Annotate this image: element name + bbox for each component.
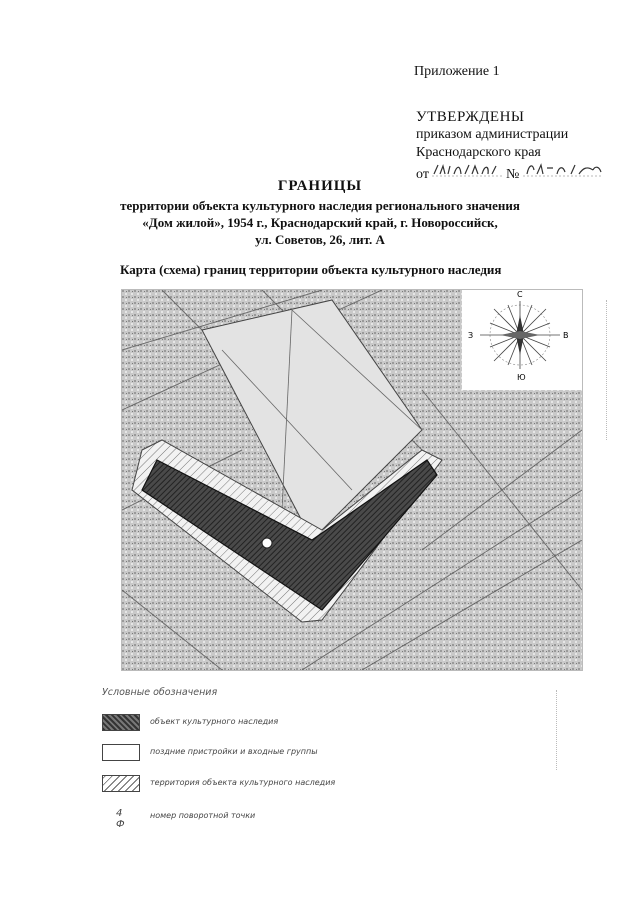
subtitle-line-1: территории объекта культурного наследия регионального значения bbox=[120, 198, 520, 213]
order-line-2: Краснодарского края bbox=[416, 145, 541, 160]
map-caption: Карта (схема) границ территории объекта культурного наследия bbox=[120, 262, 502, 277]
approval-block bbox=[416, 108, 603, 184]
document-heading: ГРАНИЦЫ bbox=[277, 178, 363, 194]
legend-label: объект культурного наследия bbox=[150, 717, 279, 726]
compass-west: З bbox=[468, 331, 474, 340]
compass-south: Ю bbox=[517, 373, 526, 382]
legend-label: территория объекта культурного наследия bbox=[150, 778, 336, 787]
point-marker: 4 Ф bbox=[116, 808, 125, 830]
map-scheme bbox=[122, 290, 582, 670]
legend-title: Условные обозначения bbox=[102, 687, 218, 698]
appendix-label: Приложение 1 bbox=[414, 64, 500, 79]
extensions-swatch bbox=[102, 744, 140, 761]
approved-heading: УТВЕРЖДЕНЫ bbox=[416, 109, 525, 125]
subtitle-line-3: ул. Советов, 26, лит. А bbox=[255, 232, 385, 247]
compass-east: В bbox=[563, 331, 569, 340]
document-subtitle bbox=[0, 197, 640, 248]
object-swatch bbox=[102, 714, 140, 731]
from-prefix: от bbox=[416, 167, 429, 182]
subtitle-line-2: «Дом жилой», 1954 г., Краснодарский край, г. Новороссийск, bbox=[142, 215, 498, 230]
territory-swatch bbox=[102, 775, 140, 792]
legend-label: поздние пристройки и входные группы bbox=[150, 747, 318, 756]
margin-mark bbox=[556, 690, 557, 770]
margin-mark bbox=[606, 300, 607, 440]
legend-label: номер поворотной точки bbox=[150, 811, 256, 820]
order-line-1: приказом администрации bbox=[416, 127, 569, 142]
boundary-map bbox=[121, 289, 583, 671]
compass-north: С bbox=[517, 290, 523, 299]
number-prefix: № bbox=[505, 167, 520, 182]
